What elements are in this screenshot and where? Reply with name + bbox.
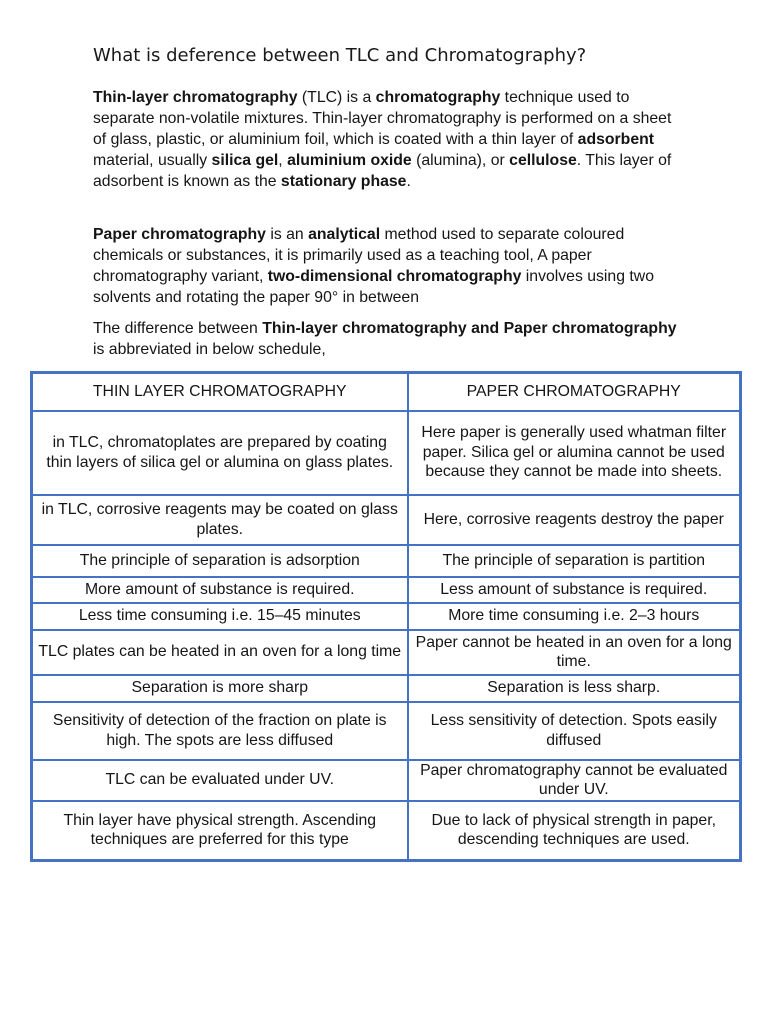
text-run: method used to separate coloured chemicals or substances, it is primarily used as a teaching tool, A paper chromatography variant, xyxy=(93,226,625,285)
tlc-cell: The principle of separation is adsorption xyxy=(32,545,408,577)
paper-chromatography-paragraph xyxy=(93,224,683,308)
tlc-cell: Separation is more sharp xyxy=(32,675,408,702)
text-run: technique used to separate non-volatile mixtures. Thin-layer chromatography is performed on a sheet of glass, plastic, or aluminium foil, which is coated with a thin layer of xyxy=(93,89,672,148)
table-row xyxy=(32,675,741,702)
text-run: (alumina), or xyxy=(411,152,510,169)
table-header-row xyxy=(32,373,741,411)
bold-term: Thin-layer chromatography xyxy=(93,89,298,106)
comparison-table xyxy=(30,371,742,862)
tlc-cell: More amount of substance is required. xyxy=(32,577,408,603)
tlc-cell: in TLC, corrosive reagents may be coated on glass plates. xyxy=(32,495,408,545)
tlc-definition-paragraph xyxy=(93,87,683,192)
table-row xyxy=(32,603,741,630)
paper-cell: Less sensitivity of detection. Spots easily diffused xyxy=(408,702,741,760)
tlc-cell: Thin layer have physical strength. Ascending techniques are preferred for this type xyxy=(32,801,408,861)
text-run: (TLC) is a xyxy=(297,89,376,106)
paper-cell: Separation is less sharp. xyxy=(408,675,741,702)
text-run: . xyxy=(406,173,411,190)
paper-cell: Paper chromatography cannot be evaluated under UV. xyxy=(408,760,741,801)
tlc-cell: in TLC, chromatoplates are prepared by coating thin layers of silica gel or alumina on glass plates. xyxy=(32,411,408,495)
bold-term: silica gel xyxy=(211,152,279,169)
paper-cell: Due to lack of physical strength in paper, descending techniques are used. xyxy=(408,801,741,861)
table-row xyxy=(32,630,741,675)
paper-cell: Paper cannot be heated in an oven for a long time. xyxy=(408,630,741,675)
table-row xyxy=(32,545,741,577)
bold-term: Paper chromatography xyxy=(93,226,266,243)
text-run: The difference between xyxy=(93,320,263,337)
bold-term: stationary phase xyxy=(280,173,407,190)
bold-term: chromatography xyxy=(375,89,501,106)
tlc-cell: Less time consuming i.e. 15–45 minutes xyxy=(32,603,408,630)
bold-term: cellulose xyxy=(509,152,577,169)
paper-cell: More time consuming i.e. 2–3 hours xyxy=(408,603,741,630)
tlc-cell: TLC plates can be heated in an oven for a long time xyxy=(32,630,408,675)
header-tlc: THIN LAYER CHROMATOGRAPHY xyxy=(32,373,408,411)
bold-term: adsorbent xyxy=(577,131,655,148)
table-row xyxy=(32,577,741,603)
table-row xyxy=(32,760,741,801)
bold-term: Thin-layer chromatography and Paper chromatography xyxy=(262,320,677,337)
bold-term: two-dimensional chromatography xyxy=(267,268,522,285)
bold-term: analytical xyxy=(308,226,381,243)
text-run: involves using two solvents and rotating the paper 90° in between xyxy=(93,268,654,306)
header-paper: PAPER CHROMATOGRAPHY xyxy=(408,373,741,411)
text-run: is an xyxy=(265,226,309,243)
comparison-intro-paragraph xyxy=(93,318,683,360)
paper-cell: Here paper is generally used whatman filter paper. Silica gel or alumina cannot be used because they cannot be made into sheets. xyxy=(408,411,741,495)
document-title: What is deference between TLC and Chromatography? xyxy=(93,45,587,66)
text-run: material, usually xyxy=(93,152,212,169)
text-run: is abbreviated in below schedule, xyxy=(93,341,326,358)
text-run: , xyxy=(278,152,288,169)
tlc-cell: TLC can be evaluated under UV. xyxy=(32,760,408,801)
table-row xyxy=(32,411,741,495)
paper-cell: The principle of separation is partition xyxy=(408,545,741,577)
tlc-cell: Sensitivity of detection of the fraction on plate is high. The spots are less diffused xyxy=(32,702,408,760)
table-row xyxy=(32,702,741,760)
paper-cell: Less amount of substance is required. xyxy=(408,577,741,603)
table-row xyxy=(32,801,741,861)
table-row xyxy=(32,495,741,545)
text-run: . This layer of adsorbent is known as the xyxy=(93,152,672,190)
bold-term: aluminium oxide xyxy=(287,152,412,169)
paper-cell: Here, corrosive reagents destroy the paper xyxy=(408,495,741,545)
